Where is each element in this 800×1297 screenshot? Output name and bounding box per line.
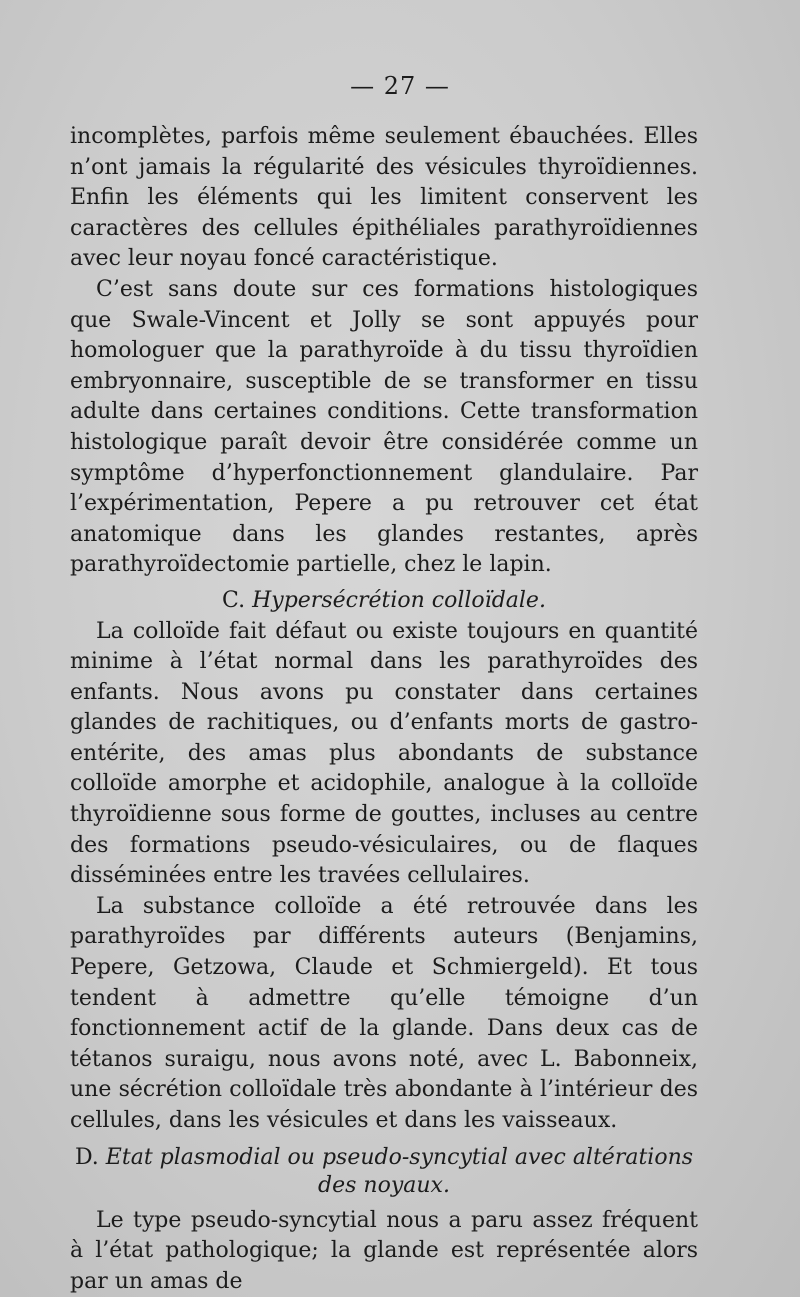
paragraph-swale-vincent: C’est sans doute sur ces formations histologiques que Swale-Vincent et Jolly se sont appuyés pour homologuer que la parathyroïde à du tissu thyroïdien embryonnaire, susceptible de se transformer en tissu adulte dans certaines conditions. Cette transformation histologique paraît devoir être considérée comme un symptôme d’hyperfonctionnement glandulaire. Par l’expérimentation, Pepere a pu retrouver cet état anatomique dans les glandes restantes, après parathyroïdectomie partielle, chez le lapin. [70,276,698,578]
paragraph-colloide: La colloïde fait défaut ou existe toujours en quantité minime à l’état normal dans les parathyroïdes des enfants. Nous avons pu constater dans certaines glandes de rachitiques, ou d’enfants morts de gastro-entérite, des amas plus abondants de substance colloïde amorphe et acidophile, analogue à la colloïde thyroïdienne sous forme de gouttes, incluses au centre des formations pseudo-vésiculaires, ou de flaques disséminées entre les travées cellulaires. [70,618,698,889]
section-letter-c: C. [222,587,246,613]
section-heading-c [70,586,698,617]
paragraph-continuation: incomplètes, parfois même seulement ébauchées. Elles n’ont jamais la régularité des vésicules thyroïdiennes. Enfin les éléments qui les limitent conservent les caractères des cellules épithéliales parathyroïdiennes avec leur noyau foncé caractéristique. [70,124,698,272]
page-number: — 27 — [350,72,450,100]
section-title-d-line1: Etat plasmodial ou pseudo-syncytial avec altérations [105,1144,694,1170]
section-title-d-line2: des noyaux. [318,1172,450,1198]
section-title-c: Hypersécrétion colloïdale. [252,587,546,613]
page-body [70,122,698,1297]
section-heading-d [70,1144,698,1200]
section-letter-d: D. [74,1144,99,1170]
paragraph-substance-colloide: La substance colloïde a été retrouvée dans les parathyroïdes par différents auteurs (Benjamins, Pepere, Getzowa, Claude et Schmiergeld). Et tous tendent à admettre qu’elle témoigne d’un fonctionnement actif de la glande. Dans deux cas de tétanos suraigu, nous avons noté, avec L. Babonneix, une sécrétion colloïdale très abondante à l’intérieur des cellules, dans les vésicules et dans les vaisseaux. [70,893,698,1133]
paragraph-pseudo-syncytial: Le type pseudo-syncytial nous a paru assez fréquent à l’état pathologique; la glande est représentée alors par un amas de [70,1207,698,1294]
